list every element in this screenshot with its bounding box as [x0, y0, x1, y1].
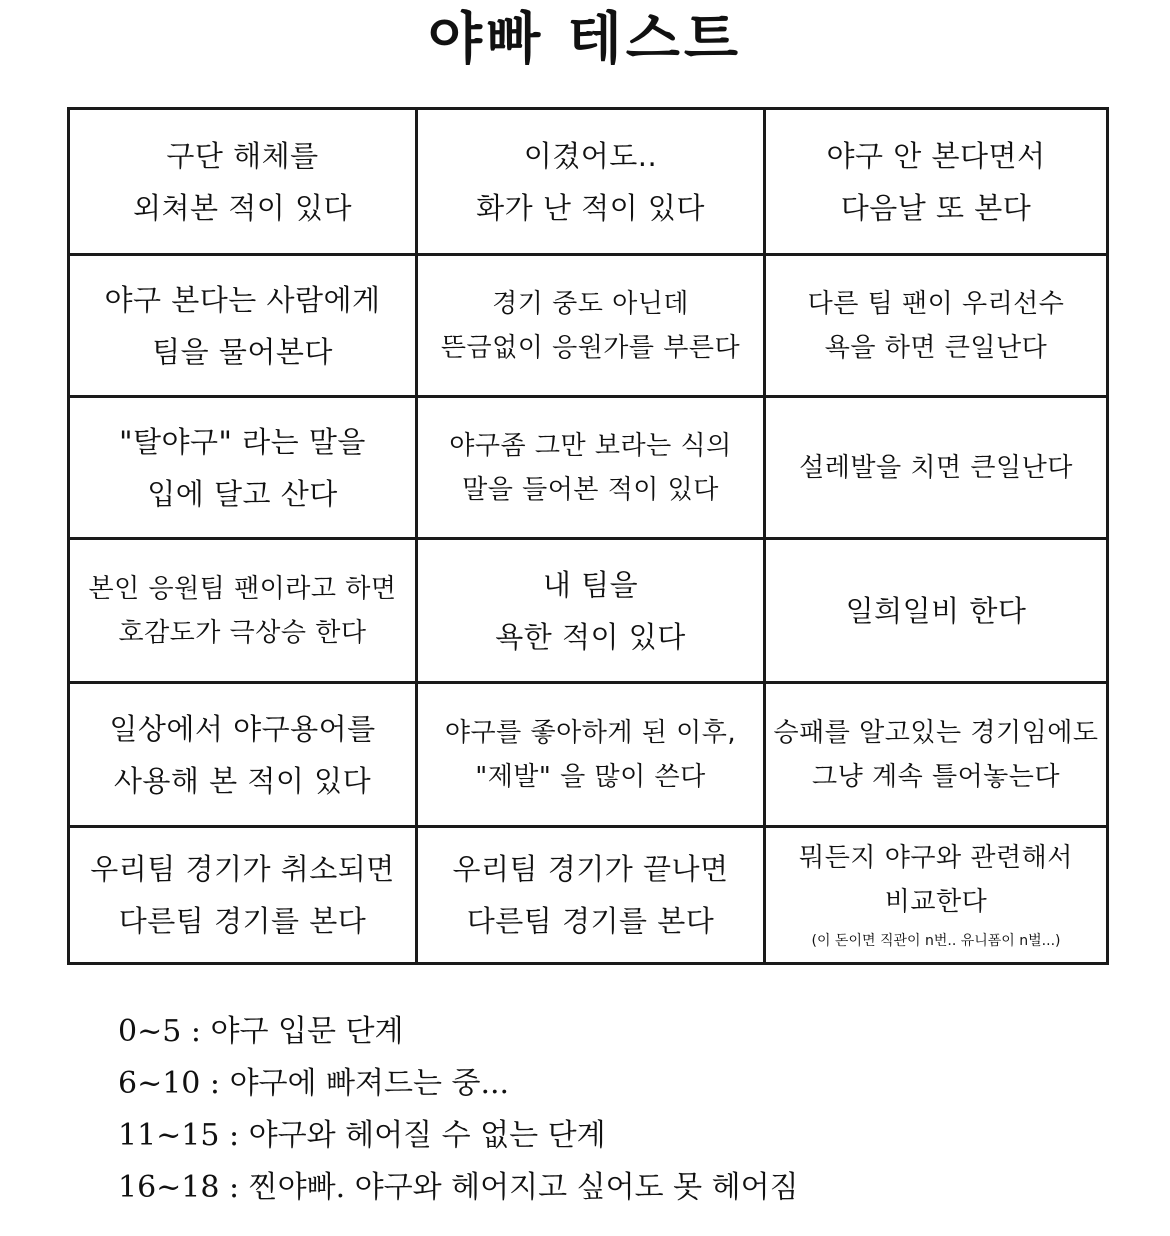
cell-line: 말을 들어본 적이 있다	[462, 474, 719, 505]
cell-line: 호감도가 극상승 한다	[118, 617, 367, 648]
cell-line: "제발" 을 많이 쓴다	[475, 761, 706, 792]
grid-cell	[418, 828, 766, 962]
score-legend	[118, 1006, 799, 1214]
cell-line: 욕을 하면 큰일난다	[824, 332, 1048, 363]
grid-cell	[70, 684, 418, 828]
cell-line: 야구를 좋아하게 된 이후,	[444, 717, 737, 748]
grid-cell	[70, 110, 418, 256]
grid-cell	[766, 110, 1106, 256]
legend-item: 16~18 : 찐야빠. 야구와 헤어지고 싶어도 못 헤어짐	[118, 1170, 799, 1205]
cell-line: 일상에서 야구용어를	[109, 711, 376, 746]
cell-line: 내 팀을	[542, 567, 639, 602]
grid-cell	[70, 828, 418, 962]
grid-cell	[418, 398, 766, 540]
grid-cell	[766, 256, 1106, 398]
grid-cell	[418, 110, 766, 256]
cell-line: 다른 팀 팬이 우리선수	[807, 288, 1065, 319]
legend-item: 6~10 : 야구에 빠져드는 중...	[118, 1066, 510, 1101]
cell-line: 이겼어도..	[523, 138, 658, 173]
cell-line: 욕한 적이 있다	[495, 619, 686, 654]
cell-line: 팀을 물어본다	[152, 334, 333, 369]
page-title: 야빠 테스트	[428, 7, 742, 72]
cell-line: 다른팀 경기를 본다	[118, 904, 367, 938]
cell-line: "탈야구" 라는 말을	[119, 424, 366, 459]
cell-line: 구단 해체를	[166, 138, 319, 173]
cell-line: 외쳐본 적이 있다	[132, 190, 353, 225]
cell-line: 뜬금없이 응원가를 부른다	[440, 332, 741, 363]
cell-line: 사용해 본 적이 있다	[113, 763, 372, 798]
cell-line: 다음날 또 본다	[840, 190, 1032, 225]
cell-line: 입에 달고 산다	[147, 476, 338, 511]
grid-cell	[70, 398, 418, 540]
cell-line: 다른팀 경기를 본다	[466, 904, 715, 938]
grid-cell	[70, 540, 418, 684]
cell-note: (이 돈이면 직관이 n번.. 유니폼이 n벌...)	[811, 933, 1061, 949]
cell-line: 우리팀 경기가 끝나면	[452, 852, 729, 886]
legend-item: 11~15 : 야구와 헤어질 수 없는 단계	[118, 1118, 606, 1153]
cell-line: 경기 중도 아닌데	[492, 288, 689, 319]
test-grid	[67, 107, 1109, 965]
cell-line: 일희일비 한다	[845, 593, 1027, 628]
cell-line: 화가 난 적이 있다	[476, 190, 705, 225]
grid-cell	[766, 684, 1106, 828]
cell-line: 야구좀 그만 보라는 식의	[449, 430, 732, 461]
cell-line: 우리팀 경기가 취소되면	[90, 852, 395, 886]
cell-line: 비교한다	[884, 887, 988, 917]
grid-cell	[766, 398, 1106, 540]
cell-line: 본인 응원팀 팬이라고 하면	[88, 573, 397, 604]
grid-cell	[418, 540, 766, 684]
cell-line: 그냥 계속 틀어놓는다	[811, 761, 1061, 792]
grid-cell	[70, 256, 418, 398]
cell-line: 야구 안 본다면서	[826, 138, 1046, 173]
grid-cell	[418, 256, 766, 398]
cell-line: 설레발을 치면 큰일난다	[799, 452, 1073, 483]
cell-line: 야구 본다는 사람에게	[104, 282, 381, 317]
grid-cell	[766, 828, 1106, 962]
cell-line: 뭐든지 야구와 관련해서	[799, 843, 1073, 873]
grid-cell	[766, 540, 1106, 684]
legend-item: 0~5 : 야구 입문 단계	[118, 1014, 404, 1049]
grid-cell	[418, 684, 766, 828]
cell-line: 승패를 알고있는 경기임에도	[773, 717, 1099, 748]
